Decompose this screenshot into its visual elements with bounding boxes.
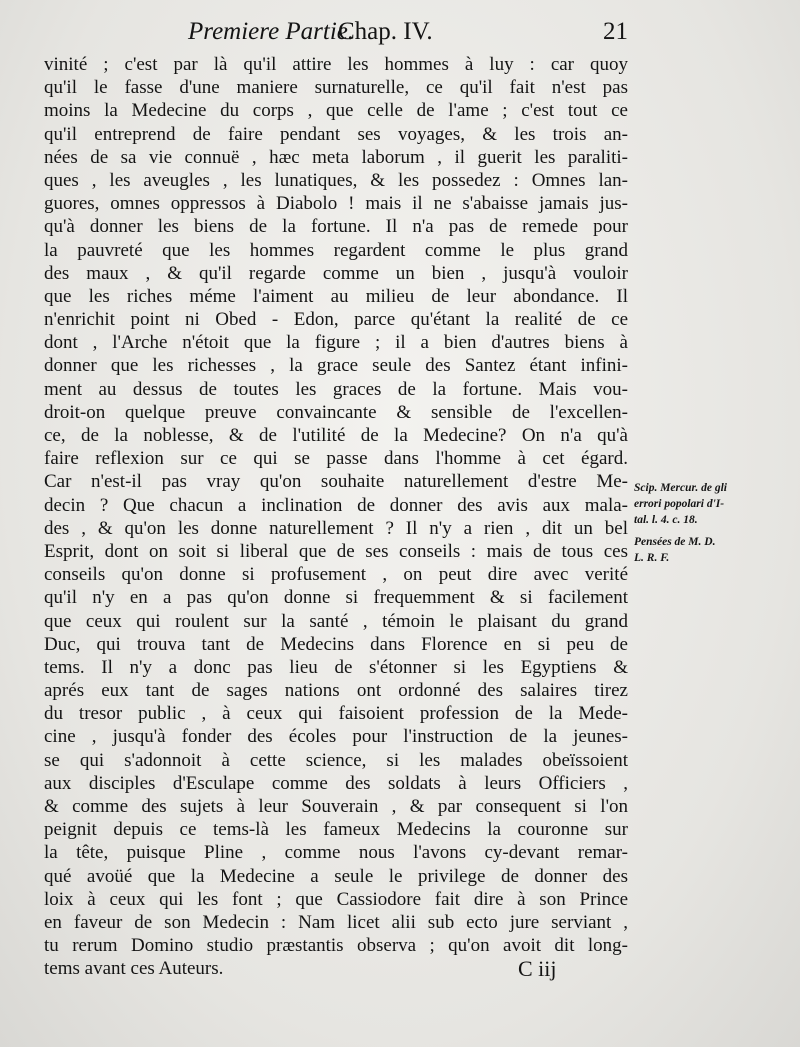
margin-note: [634, 480, 764, 566]
text-line: nées de sa vie connuë , hæc meta laborum , il guerit les paraliti-: [44, 146, 628, 168]
text-line: qu'à donner les biens de la fortune. Il n'a pas de remede pour: [44, 216, 628, 238]
margin-note-line: tal. l. 4. c. 18.: [634, 514, 698, 526]
text-line: Duc, qui trouva tant de Medecins dans Florence en si peu de: [44, 633, 628, 655]
text-line: qué avoüé que la Medecine a seule le privilege de donner des: [44, 865, 628, 887]
text-line: qu'il entreprend de faire pendant ses voyages, & les trois an-: [44, 123, 628, 145]
text-line: guores, omnes oppressos à Diabolo ! mais il ne s'abaisse jamais jus-: [44, 193, 628, 215]
text-line: decin ? Que chacun a inclination de donner des avis aux mala-: [44, 494, 628, 516]
text-line: aux disciples d'Esculape comme des soldats à leurs Officiers ,: [44, 772, 628, 794]
text-line: cine , jusqu'à fonder des écoles pour l'instruction de la jeunes-: [44, 726, 628, 748]
text-line: droit-on quelque preuve convaincante & sensible de l'excellen-: [44, 401, 628, 423]
text-line: qu'il le fasse d'une maniere surnaturelle, ce qu'il fait n'est pas: [44, 77, 628, 99]
text-line: des maux , & qu'il regarde comme un bien , jusqu'à vouloir: [44, 262, 628, 284]
text-line: aprés eux tant de sages nations ont ordonné des salaires tirez: [44, 680, 628, 702]
text-line: qu'il n'y en a pas qu'on donne si frequemment & si facilement: [44, 587, 628, 609]
text-line: tu rerum Domino studio præstantis observa ; qu'on avoit dit long-: [44, 935, 628, 957]
text-line: conseils qu'on donne si profusement , on peut dire avec verité: [44, 564, 628, 586]
margin-note-line: errori popolari d'I-: [634, 498, 725, 510]
text-line: dont , l'Arche n'étoit que la figure ; il a bien d'autres biens à: [44, 332, 628, 354]
text-line: tems avant ces Auteurs.: [44, 958, 224, 980]
body-text: [44, 53, 628, 981]
part-title: Premiere Partie.: [188, 18, 355, 45]
text-line: faire reflexion sur ce qui se passe dans l'homme à cet égard.: [44, 448, 628, 470]
chapter-title: Chap. IV.: [338, 18, 433, 45]
text-line: ment au dessus de toutes les graces de la fortune. Mais vou-: [44, 378, 628, 400]
margin-note-line: Scip. Mercur. de gli: [634, 482, 727, 494]
running-header: [188, 18, 628, 52]
text-line: des , & qu'on les donne naturellement ? Il n'y a rien , dit un bel: [44, 517, 628, 539]
text-line: se qui s'adonnoit à cette science, si les malades obeïssoient: [44, 749, 628, 771]
text-line: en faveur de son Medecin : Nam licet alii sub ecto jure serviant ,: [44, 911, 628, 933]
text-line: Car n'est-il pas vray qu'on souhaite naturellement d'estre Me-: [44, 471, 628, 493]
signature-mark: C iij: [518, 956, 557, 981]
text-line: la tête, puisque Pline , comme nous l'avons cy-devant remar-: [44, 842, 628, 864]
text-line: la pauvreté que les hommes regardent comme le plus grand: [44, 239, 628, 261]
text-line: n'enrichit point ni Obed - Edon, parce qu'étant la realité de ce: [44, 309, 628, 331]
text-line: moins la Medecine du corps , que celle de l'ame ; c'est tout ce: [44, 100, 628, 122]
text-line: peignit depuis ce tems-là les fameux Medecins la couronne sur: [44, 819, 628, 841]
text-line: que les riches méme l'aiment au milieu de leur abondance. Il: [44, 285, 628, 307]
text-line: donner que les richesses , la grace seule des Santez étant infini-: [44, 355, 628, 377]
text-line: que ceux qui roulent sur la santé , témoin le plaisant du grand: [44, 610, 628, 632]
text-line: ques , les aveugles , les lunatiques, & les possedez : Omnes lan-: [44, 169, 628, 191]
text-line: du tresor public , à ceux qui faisoient profession de la Mede-: [44, 703, 628, 725]
text-line: Esprit, dont on soit si liberal que de ses conseils : mais de tous ces: [44, 540, 628, 562]
text-line: & comme des sujets à leur Souverain , & par consequent si l'on: [44, 796, 628, 817]
text-line: ce, de la noblesse, & de l'utilité de la Medecine? On n'a qu'à: [44, 425, 628, 446]
margin-note-line: Pensées de M. D.: [634, 536, 716, 548]
text-line: tems. Il n'y a donc pas lieu de s'étonner si les Egyptiens &: [44, 656, 628, 678]
text-line: vinité ; c'est par là qu'il attire les hommes à luy : car quoy: [44, 54, 628, 75]
margin-note-line: L. R. F.: [634, 552, 670, 564]
page-number: 21: [603, 18, 628, 45]
text-line: loix à ceux qui les font ; que Cassiodore fait dire à son Prince: [44, 888, 628, 910]
